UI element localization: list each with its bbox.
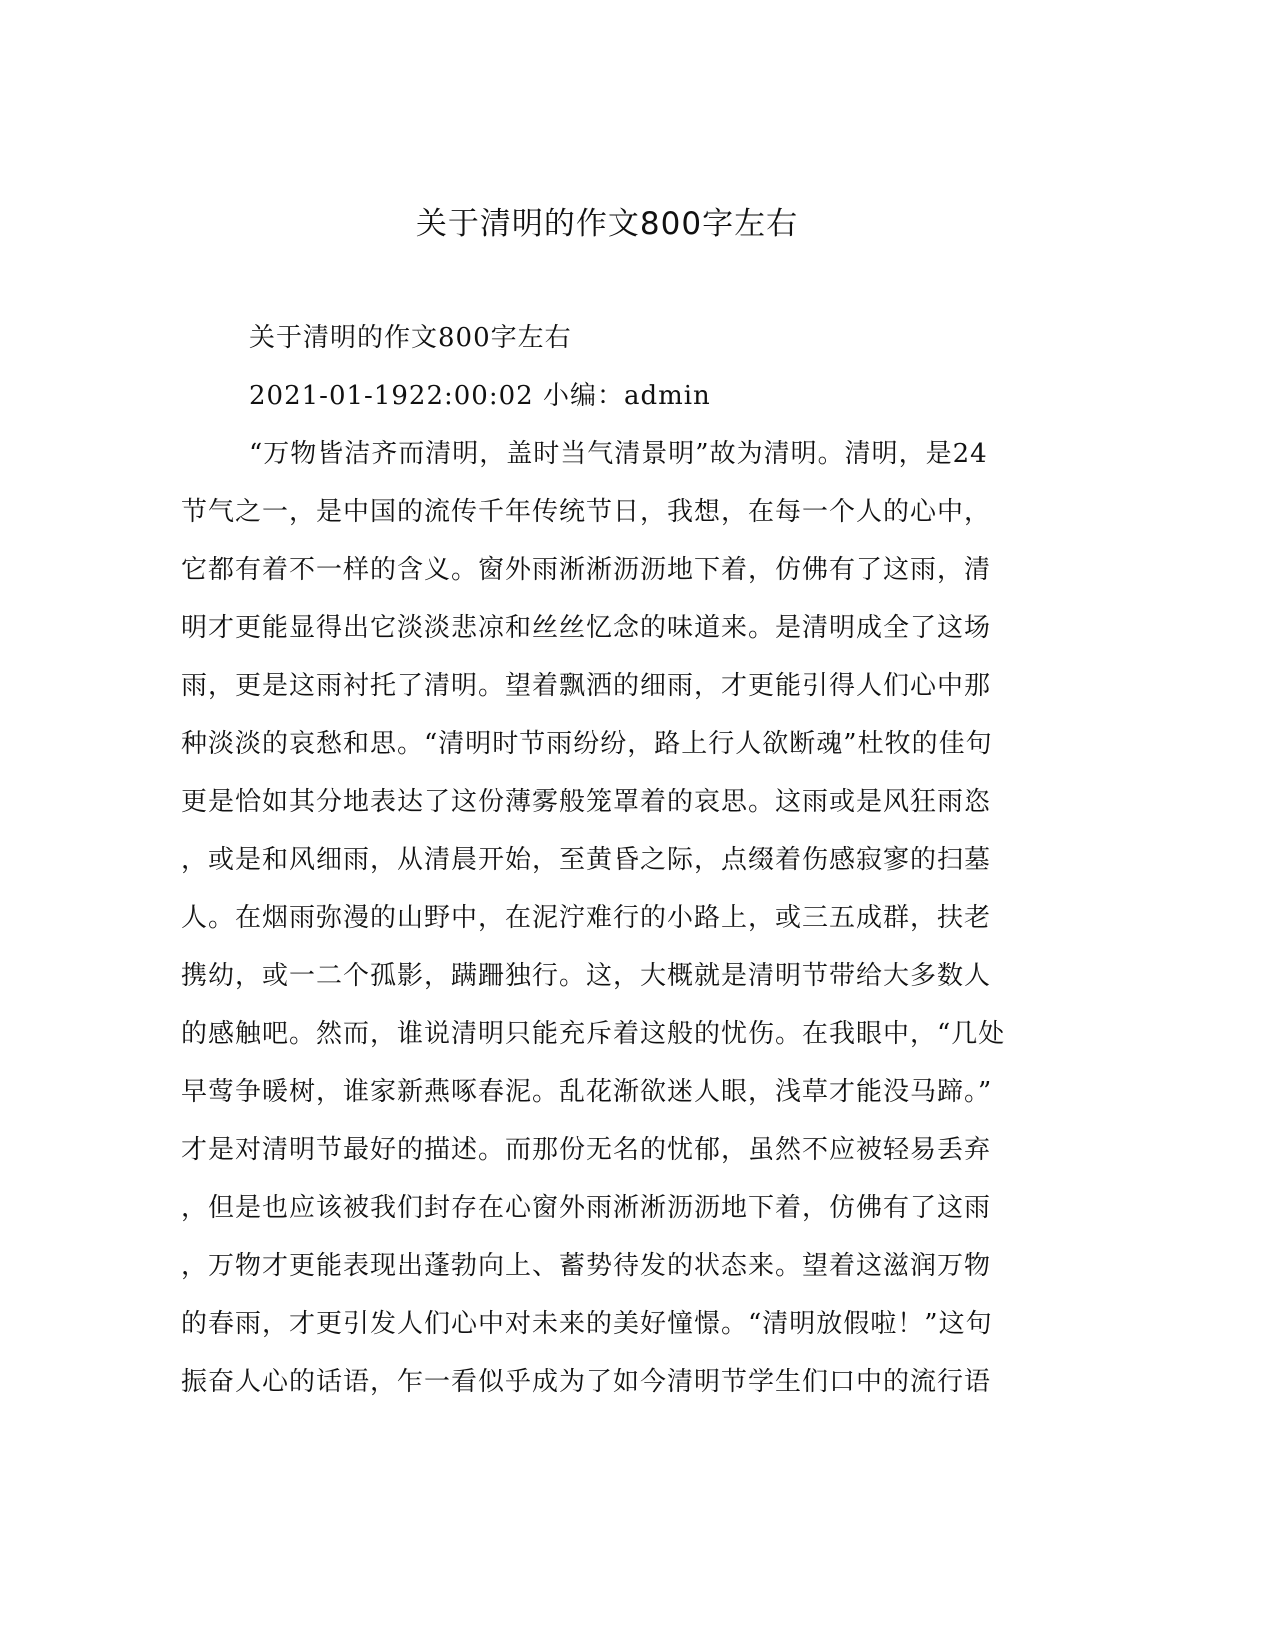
body-line: 的春雨，才更引发人们心中对未来的美好憧憬。“清明放假啦！”这句 [181, 1309, 993, 1339]
body-line: 更是恰如其分地表达了这份薄雾般笼罩着的哀思。这雨或是风狂雨恣 [181, 787, 992, 817]
body-line: 明才更能显得出它淡淡悲凉和丝丝忆念的味道来。是清明成全了这场 [181, 613, 992, 643]
subtitle-line: 关于清明的作文800字左右 [249, 323, 572, 353]
body-line: 雨，更是这雨衬托了清明。望着飘洒的细雨，才更能引得人们心中那 [181, 671, 992, 701]
body-line: 振奋人心的话语，乍一看似乎成为了如今清明节学生们口中的流行语 [181, 1367, 992, 1397]
body-line: 节气之一，是中国的流传千年传统节日，我想，在每一个人的心中， [181, 497, 992, 527]
body-line: 种淡淡的哀愁和思。“清明时节雨纷纷，路上行人欲断魂”杜牧的佳句 [181, 729, 993, 759]
body-line: 携幼，或一二个孤影，蹒跚独行。这，大概就是清明节带给大多数人 [181, 961, 992, 991]
page-title: 关于清明的作文800字左右 [415, 206, 799, 242]
body-line: 才是对清明节最好的描述。而那份无名的忧郁，虽然不应被轻易丢弃 [181, 1135, 992, 1165]
body-line: ，但是也应该被我们封存在心窗外雨淅淅沥沥地下着，仿佛有了这雨 [181, 1193, 992, 1223]
body-line: 它都有着不一样的含义。窗外雨淅淅沥沥地下着，仿佛有了这雨，清 [181, 555, 992, 585]
body-line: 的感触吧。然而，谁说清明只能充斥着这般的忧伤。在我眼中，“几处 [181, 1019, 1006, 1049]
meta-line: 2021-01-1922:00:02 小编：admin [249, 381, 711, 411]
body-line: 人。在烟雨弥漫的山野中，在泥泞难行的小路上，或三五成群，扶老 [181, 903, 992, 933]
body-line: ，万物才更能表现出蓬勃向上、蓄势待发的状态来。望着这滋润万物 [181, 1251, 992, 1281]
body-line: “万物皆洁齐而清明，盖时当气清景明”故为清明。清明，是24 [249, 439, 988, 469]
body-line: ，或是和风细雨，从清晨开始，至黄昏之际，点缀着伤感寂寥的扫墓 [181, 845, 992, 875]
body-line: 早莺争暖树，谁家新燕啄春泥。乱花渐欲迷人眼，浅草才能没马蹄。” [181, 1077, 993, 1107]
